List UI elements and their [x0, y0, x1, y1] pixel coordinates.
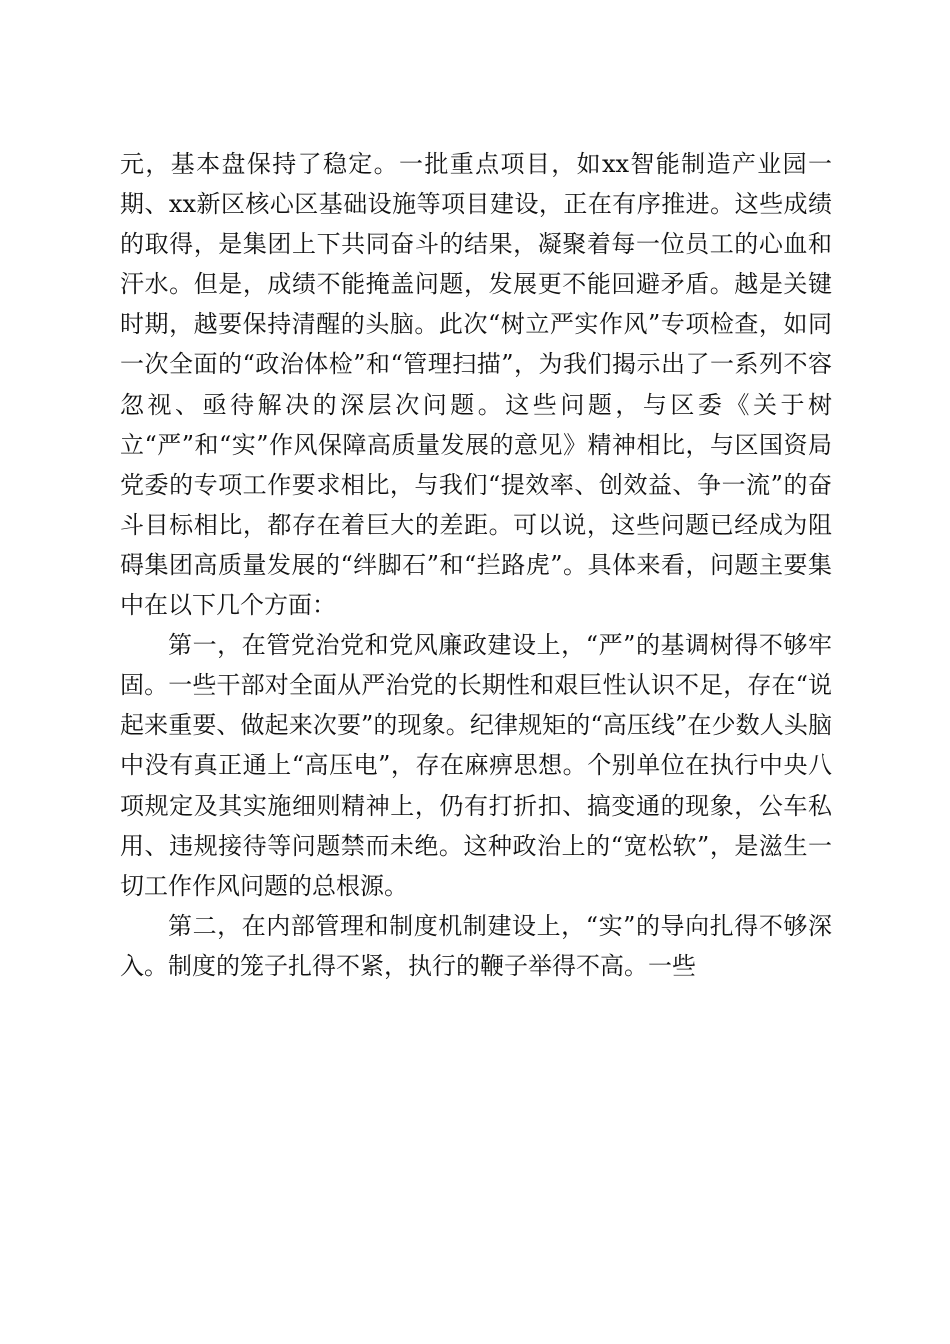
paragraph-intro: 元，基本盘保持了稳定。一批重点项目，如xx智能制造产业园一期、xx新区核心区基础设施等项目建设，正在有序推进。这些成绩的取得，是集团上下共同奋斗的结果，凝聚着每一位员工的心血和汗水。但是，成绩不能掩盖问题，发展更不能回避矛盾。越是关键时期，越要保持清醒的头脑。此次“树立严实作风”专项检查，如同一次全面的“政治体检”和“管理扫描”，为我们揭示出了一系列不容忽视、亟待解决的深层次问题。这些问题，与区委《关于树立“严”和“实”作风保障高质量发展的意见》精神相比，与区国资局党委的专项工作要求相比，与我们“提效率、创效益、争一流”的奋斗目标相比，都存在着巨大的差距。可以说，这些问题已经成为阻碍集团高质量发展的“绊脚石”和“拦路虎”。具体来看，问题主要集中在以下几个方面： [120, 150, 832, 620]
paragraph-point-two: 第二，在内部管理和制度机制建设上，“实”的导向扎得不够深入。制度的笼子扎得不紧，执行的鞭子举得不高。一些 [120, 911, 832, 980]
document-body [120, 144, 832, 986]
paragraph-point-one: 第一，在管党治党和党风廉政建设上，“严”的基调树得不够牢固。一些干部对全面从严治党的长期性和艰巨性认识不足，存在“说起来重要、做起来次要”的现象。纪律规矩的“高压线”在少数人头脑中没有真正通上“高压电”，存在麻痹思想。个别单位在执行中央八项规定及其实施细则精神上，仍有打折扣、搞变通的现象，公车私用、违规接待等问题禁而未绝。这种政治上的“宽松软”，是滋生一切工作作风问题的总根源。 [120, 631, 832, 900]
